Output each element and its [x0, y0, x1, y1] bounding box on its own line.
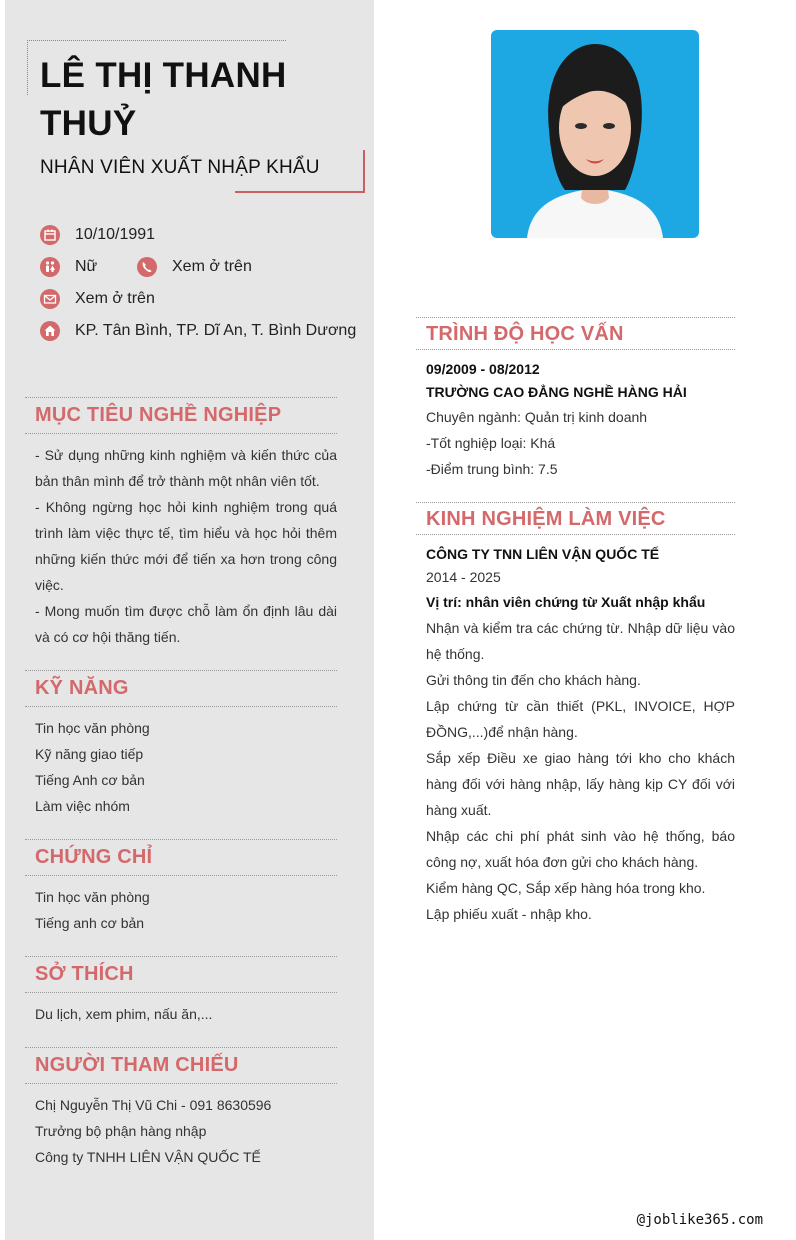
duty-item: Kiểm hàng QC, Sắp xếp hàng hóa trong kho. [426, 880, 706, 896]
skill-item: Tin học văn phòng [35, 720, 150, 736]
certificates-header [25, 839, 337, 876]
hobbies-text: Du lịch, xem phim, nấu ăn,... [35, 1006, 213, 1022]
title-accent-frame [235, 150, 365, 193]
skills-header [25, 670, 337, 707]
experience-position: Vị trí: nhân viên chứng từ Xuất nhập khẩu [426, 594, 706, 610]
experience-title: KINH NGHIỆM LÀM VIỆC [426, 508, 666, 530]
objective-list [35, 442, 337, 650]
gender-text: Nữ [75, 258, 98, 275]
watermark-text: @joblike365.com [636, 1212, 763, 1228]
references-title: NGƯỜI THAM CHIẾU [35, 1054, 239, 1076]
email-text: Xem ở trên [75, 290, 155, 307]
experience-header [416, 502, 735, 535]
education-period: 09/2009 - 08/2012 [426, 361, 540, 377]
education-school: TRƯỜNG CAO ĐẲNG NGHỀ HÀNG HẢI [426, 384, 687, 400]
candidate-name: LÊ THỊ THANH THUỶ [40, 56, 287, 143]
duty-item: Gửi thông tin đến cho khách hàng. [426, 672, 641, 688]
gender-icon [40, 257, 60, 277]
objective-header [25, 397, 337, 434]
duty-item: Nhập các chi phí phát sinh vào hệ thống, báo công nợ, xuất hóa đơn gửi cho khách hàng. [426, 828, 735, 870]
home-icon [40, 321, 60, 341]
education-grade: -Tốt nghiệp loại: Khá [426, 435, 556, 451]
certificates-list [35, 884, 150, 936]
experience-company: CÔNG TY TNN LIÊN VẬN QUỐC TẾ [426, 546, 660, 562]
calendar-icon [40, 225, 60, 245]
duty-item: Nhận và kiểm tra các chứng từ. Nhập dữ liệu vào hệ thống. [426, 620, 735, 662]
job-title: NHÂN VIÊN XUẤT NHẬP KHẨU [40, 157, 320, 178]
phone-icon [137, 257, 157, 277]
education-title: TRÌNH ĐỘ HỌC VẤN [426, 323, 624, 345]
phone-text: Xem ở trên [172, 258, 252, 275]
experience-duties [426, 615, 735, 927]
objective-title: MỤC TIÊU NGHỀ NGHIỆP [35, 404, 282, 426]
reference-item: Công ty TNHH LIÊN VẬN QUỐC TẾ [35, 1149, 261, 1165]
envelope-icon [40, 289, 60, 309]
education-header [416, 317, 735, 350]
birthday-text: 10/10/1991 [75, 226, 156, 243]
reference-item: Chị Nguyễn Thị Vũ Chi - 091 8630596 [35, 1097, 272, 1113]
address-text: KP. Tân Bình, TP. Dĩ An, T. Bình Dương [75, 322, 357, 339]
certificate-item: Tin học văn phòng [35, 889, 150, 905]
skill-item: Kỹ năng giao tiếp [35, 746, 144, 762]
references-header [25, 1047, 337, 1084]
profile-photo [491, 30, 699, 238]
objective-item: - Sử dụng những kinh nghiệm và kiến thức của bản thân mình để trở thành một nhân viên tốt. [35, 447, 337, 489]
duty-item: Lập chứng từ cần thiết (PKL, INVOICE, HỢP ĐỒNG,...)để nhận hàng. [426, 698, 735, 740]
objective-item: - Mong muốn tìm được chỗ làm ổn định lâu dài và có cơ hội thăng tiến. [35, 603, 337, 645]
hobbies-header [25, 956, 337, 993]
certificates-title: CHỨNG CHỈ [35, 846, 153, 868]
skills-list [35, 715, 150, 819]
education-gpa: -Điểm trung bình: 7.5 [426, 461, 558, 477]
duty-item: Sắp xếp Điều xe giao hàng tới kho cho khách hàng đối với hàng nhập, lấy hàng kịp CY đối với hàng xuất. [426, 750, 735, 818]
skill-item: Tiếng Anh cơ bản [35, 772, 145, 788]
education-details [426, 404, 647, 482]
certificate-item: Tiếng anh cơ bản [35, 915, 145, 931]
skills-title: KỸ NĂNG [35, 677, 129, 699]
skill-item: Làm việc nhóm [35, 798, 130, 814]
objective-item: - Không ngừng học hỏi kinh nghiệm trong quá trình làm việc thực tế, tìm hiểu và học hỏi thêm những kiến thức mới để tiến xa hơn trong công việc. [35, 499, 337, 593]
references-list [35, 1092, 271, 1170]
reference-item: Trưởng bộ phận hàng nhập [35, 1123, 207, 1139]
duty-item: Lập phiếu xuất - nhập kho. [426, 906, 592, 922]
hobbies-title: SỞ THÍCH [35, 963, 134, 985]
experience-period: 2014 - 2025 [426, 569, 501, 585]
education-major: Chuyên ngành: Quản trị kinh doanh [426, 409, 648, 425]
